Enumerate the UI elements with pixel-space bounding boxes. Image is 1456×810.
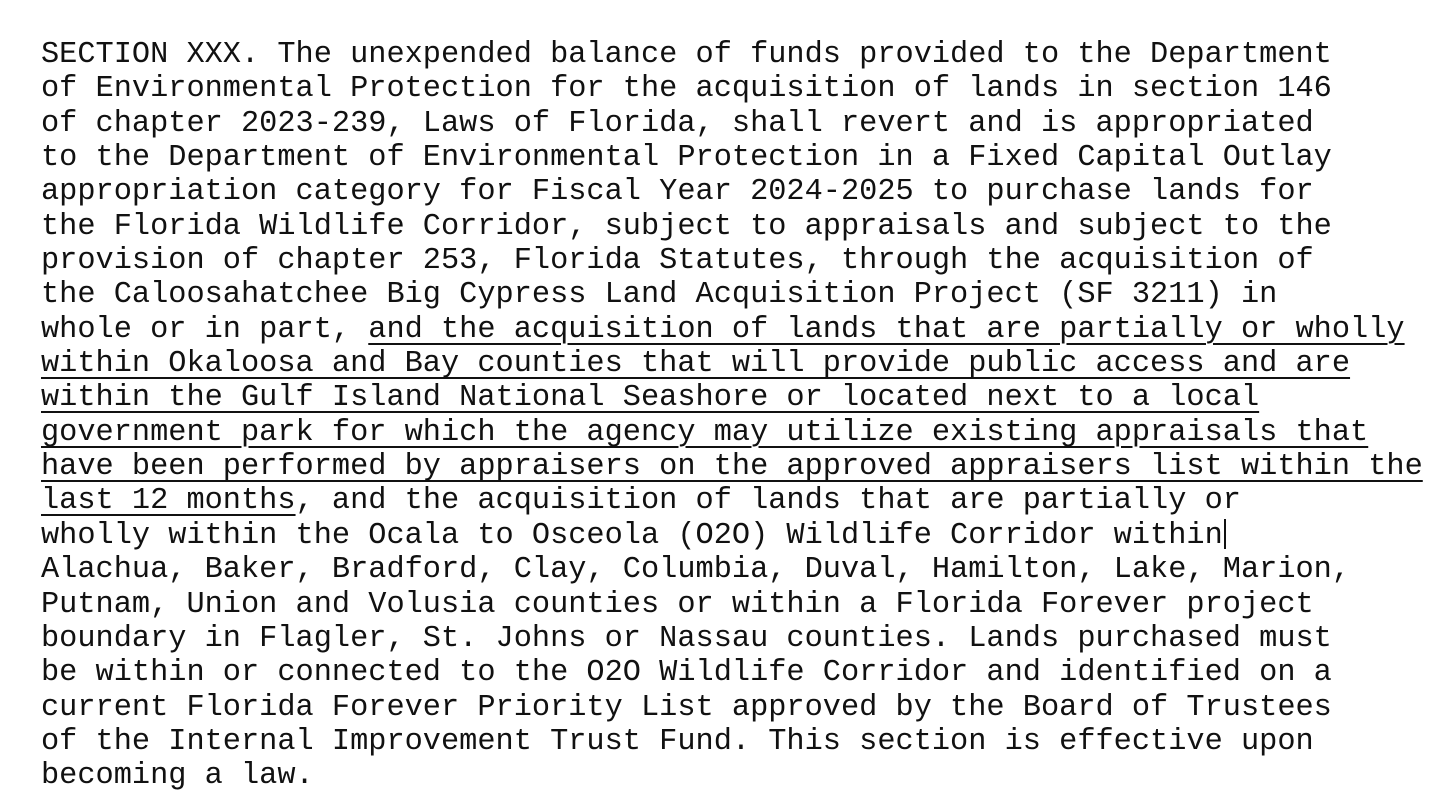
text-line	[41, 141, 1441, 175]
inserted-text: and the acquisition of lands that are partially or wholly	[368, 312, 1405, 347]
inserted-text: last 12 months	[41, 484, 296, 519]
text-segment: provision of chapter 253, Florida Statutes, through the acquisition of	[41, 244, 1314, 279]
text-line	[41, 622, 1441, 656]
text-segment: of the Internal Improvement Trust Fund. This section is effective upon	[41, 724, 1314, 759]
inserted-text: have been performed by appraisers on the approved appraisers list within the	[41, 450, 1423, 485]
text-line	[41, 759, 1441, 793]
text-segment: wholly within the Ocala to Osceola (O2O) Wildlife Corridor within	[41, 518, 1223, 553]
text-line	[41, 519, 1441, 553]
text-segment: to the Department of Environmental Protection in a Fixed Capital Outlay	[41, 141, 1332, 176]
text-segment: Putnam, Union and Volusia counties or within a Florida Forever project	[41, 587, 1314, 622]
text-line	[41, 381, 1441, 415]
text-line	[41, 484, 1441, 518]
inserted-text: within the Gulf Island National Seashore or located next to a local	[41, 381, 1260, 416]
text-segment: becoming a law.	[41, 759, 314, 794]
text-line	[41, 175, 1441, 209]
text-segment: whole or in part,	[41, 312, 369, 347]
text-line	[41, 553, 1441, 587]
text-line	[41, 107, 1441, 141]
document-page	[41, 38, 1441, 794]
text-segment: appropriation category for Fiscal Year 2024-2025 to purchase lands for	[41, 175, 1314, 210]
text-segment: the Caloosahatchee Big Cypress Land Acquisition Project (SF 3211) in	[41, 278, 1278, 313]
text-segment: be within or connected to the O2O Wildlife Corridor and identified on a	[41, 656, 1332, 691]
inserted-text: government park for which the agency may utilize existing appraisals that	[41, 415, 1369, 450]
text-line	[41, 347, 1441, 381]
text-line	[41, 244, 1441, 278]
text-line	[41, 210, 1441, 244]
text-line	[41, 278, 1441, 312]
text-line	[41, 725, 1441, 759]
text-line	[41, 72, 1441, 106]
text-line	[41, 38, 1441, 72]
text-segment: boundary in Flagler, St. Johns or Nassau counties. Lands purchased must	[41, 621, 1332, 656]
text-segment: Alachua, Baker, Bradford, Clay, Columbia, Duval, Hamilton, Lake, Marion,	[41, 553, 1351, 588]
text-line	[41, 313, 1441, 347]
text-segment: SECTION XXX. The unexpended balance of funds provided to the Department	[41, 38, 1332, 72]
text-line	[41, 416, 1441, 450]
text-segment: the Florida Wildlife Corridor, subject to appraisals and subject to the	[41, 209, 1332, 244]
text-line	[41, 588, 1441, 622]
text-line	[41, 691, 1441, 725]
section-text[interactable]	[41, 38, 1441, 794]
text-segment: of Environmental Protection for the acquisition of lands in section 146	[41, 72, 1332, 107]
text-line	[41, 656, 1441, 690]
text-cursor	[1224, 519, 1226, 549]
inserted-text: within Okaloosa and Bay counties that will provide public access and are	[41, 347, 1351, 382]
text-segment: of chapter 2023-239, Laws of Florida, shall revert and is appropriated	[41, 106, 1314, 141]
text-segment: current Florida Forever Priority List approved by the Board of Trustees	[41, 690, 1332, 725]
text-segment: , and the acquisition of lands that are partially or	[295, 484, 1241, 519]
text-line	[41, 450, 1441, 484]
